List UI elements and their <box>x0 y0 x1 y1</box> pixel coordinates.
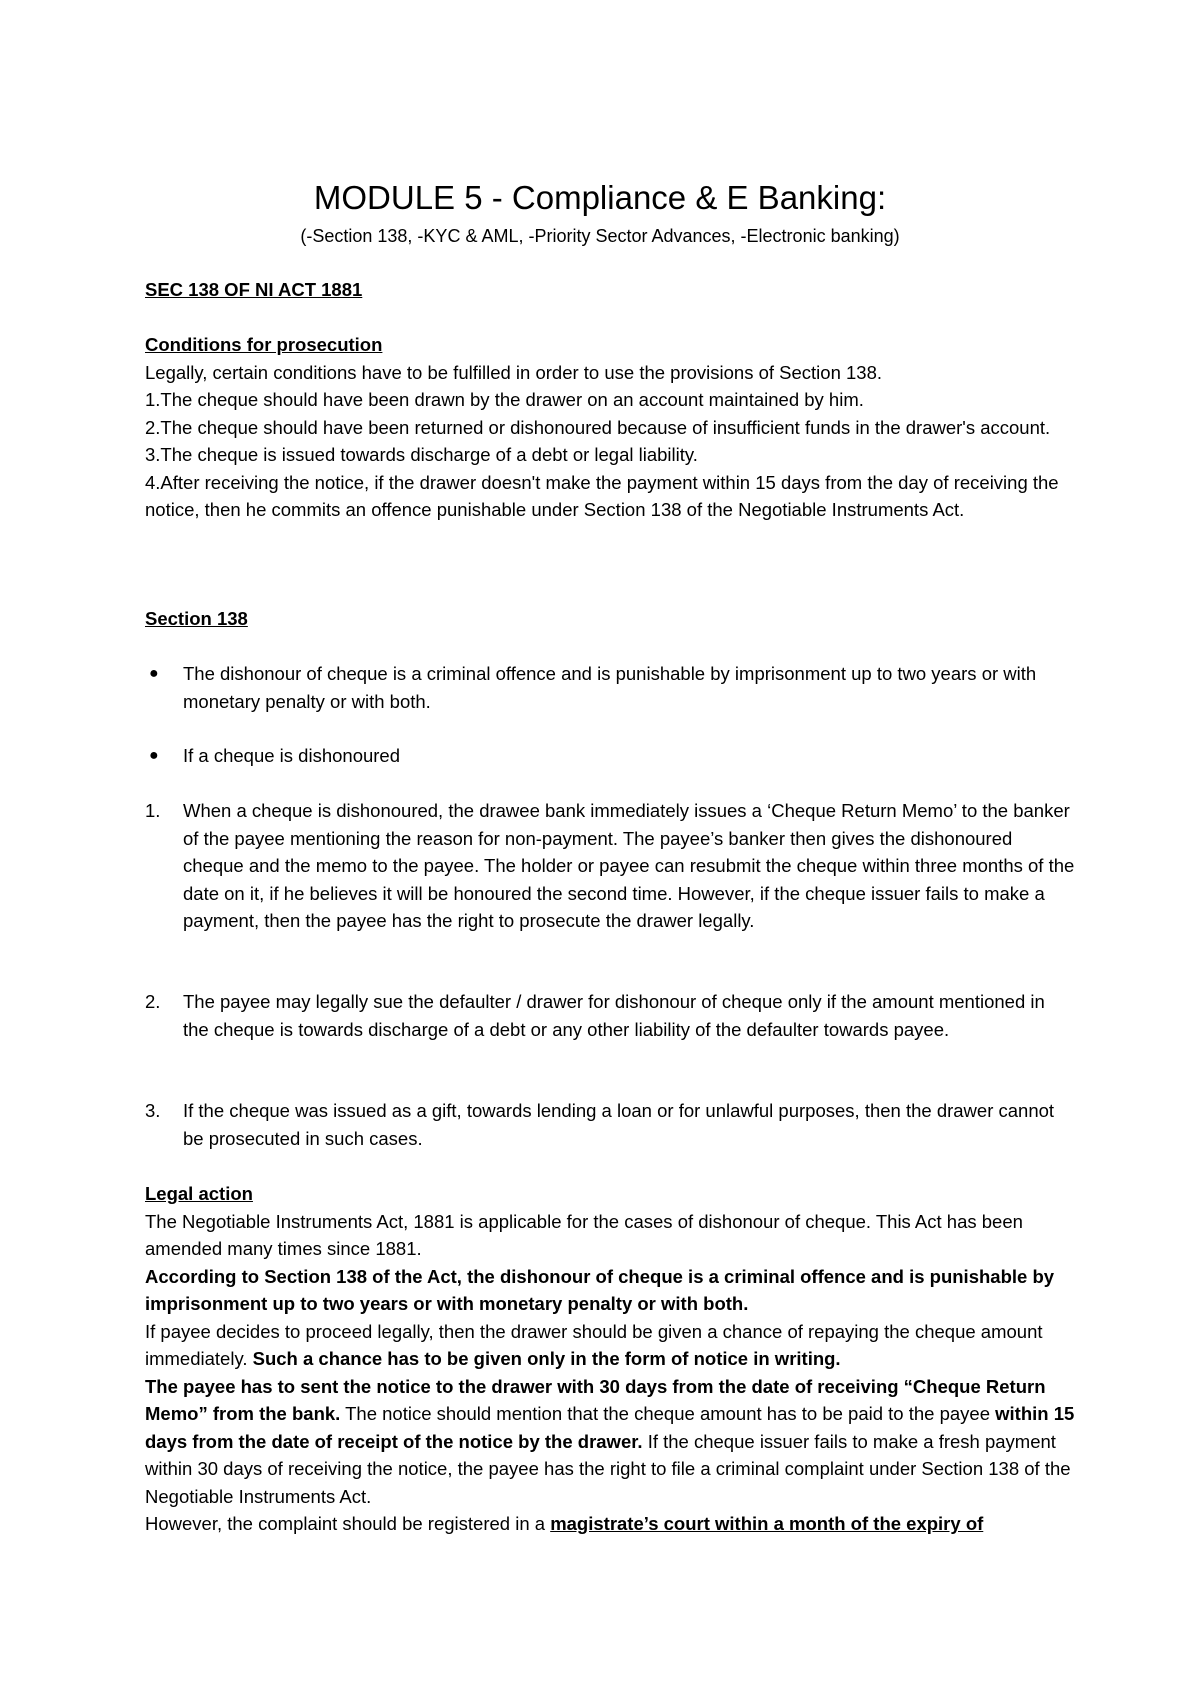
para-4-text-2: If the cheque issuer fails to make a fresh payment within 30 days of receiving the notice, the payee has the right to file a criminal complaint under Section 138 of the Negotiable Instruments Act. <box>145 1430 1071 1507</box>
legal-action-para-2: According to Section 138 of the Act, the dishonour of cheque is a criminal offence and is punishable by imprisonment up to two years or with monetary penalty or with both. <box>145 1265 1055 1314</box>
bullet-2 <box>145 742 1075 770</box>
bullet-text: The dishonour of cheque is a criminal offence and is punishable by imprisonment up to two years or with monetary penalty or with both. <box>183 663 1037 712</box>
sec-heading: SEC 138 OF NI ACT 1881 <box>145 279 363 300</box>
page-title: MODULE 5 - Compliance & E Banking: <box>313 179 887 216</box>
numbered-text: When a cheque is dishonoured, the drawee bank immediately issues a ‘Cheque Return Memo’ to the banker of the payee mentioning the reason for non-payment. The payee’s banker then gives the dishonoured cheque and the memo to the payee. The holder or payee can resubmit the cheque within three months of the date on it, if he believes it will be honoured the second time. However, if the cheque issuer fails to make a payment, then the payee has the right to prosecute the drawer legally. <box>183 800 1075 931</box>
numbered-text: The payee may legally sue the defaulter / drawer for dishonour of cheque only if the amount mentioned in the cheque is towards discharge of a debt or any other liability of the defaulter towards payee. <box>183 991 1045 1040</box>
para-4-text-1: The notice should mention that the cheque amount has to be paid to the payee <box>340 1403 996 1424</box>
legal-action-para-4 <box>145 1373 1075 1511</box>
para-3-text: If payee decides to proceed legally, then the drawer should be given a chance of repaying the cheque amount immediately. <box>145 1320 1043 1369</box>
condition-item-2: 2.The cheque should have been returned or dishonoured because of insufficient funds in the drawer's account. <box>145 416 1051 438</box>
condition-item-3: 3.The cheque is issued towards discharge of a debt or legal liability. <box>145 444 698 465</box>
conditions-section <box>145 331 1075 524</box>
legal-action-para-1: The Negotiable Instruments Act, 1881 is applicable for the cases of dishonour of cheque. This Act has been amended many times since 1881. <box>145 1210 1023 1259</box>
legal-action-section <box>145 1180 1075 1538</box>
section138-heading-block <box>145 605 1075 633</box>
page-subtitle: (-Section 138, -KYC & AML, -Priority Sector Advances, -Electronic banking) <box>300 226 900 246</box>
para-5-text: However, the complaint should be registered in a <box>145 1513 551 1534</box>
condition-item-4: 4.After receiving the notice, if the drawer doesn't make the payment within 15 days from the day of receiving the notice, then he commits an offence punishable under Section 138 of the Negotiable Instruments Act. <box>145 471 1059 520</box>
legal-action-heading: Legal action <box>145 1183 253 1204</box>
number-marker: 3. <box>145 1100 161 1121</box>
para-3-bold: Such a chance has to be given only in the form of notice in writing. <box>252 1348 841 1369</box>
legal-action-para-3 <box>145 1318 1075 1373</box>
bullet-marker: ● <box>149 665 159 682</box>
legal-action-para-5 <box>145 1510 1075 1538</box>
number-marker: 2. <box>145 991 161 1012</box>
para-5-bold-underline: magistrate’s court within a month of the expiry of <box>550 1513 984 1534</box>
para-4-bold-1: The payee has to sent the notice to the drawer with 30 days from the date of receiving “Cheque Return Memo” from the bank. <box>145 1375 1046 1424</box>
conditions-intro: Legally, certain conditions have to be fulfilled in order to use the provisions of Section 138. <box>145 361 883 383</box>
sec-heading-block <box>145 276 1075 304</box>
condition-item-1: 1.The cheque should have been drawn by the drawer on an account maintained by him. <box>145 389 864 410</box>
section138-heading: Section 138 <box>145 608 248 629</box>
bullet-1 <box>145 660 1075 715</box>
conditions-heading: Conditions for prosecution <box>145 334 383 355</box>
number-marker: 1. <box>145 800 161 821</box>
bullet-marker: ● <box>149 747 159 764</box>
numbered-item-1 <box>145 797 1075 935</box>
numbered-item-3 <box>145 1097 1075 1152</box>
numbered-item-2 <box>145 988 1075 1043</box>
bullet-text: If a cheque is dishonoured <box>183 745 401 766</box>
para-4-bold-2: within 15 days from the date of receipt of the notice by the drawer. <box>145 1403 1075 1452</box>
numbered-text: If the cheque was issued as a gift, towards lending a loan or for unlawful purposes, then the drawer cannot be prosecuted in such cases. <box>183 1100 1055 1149</box>
